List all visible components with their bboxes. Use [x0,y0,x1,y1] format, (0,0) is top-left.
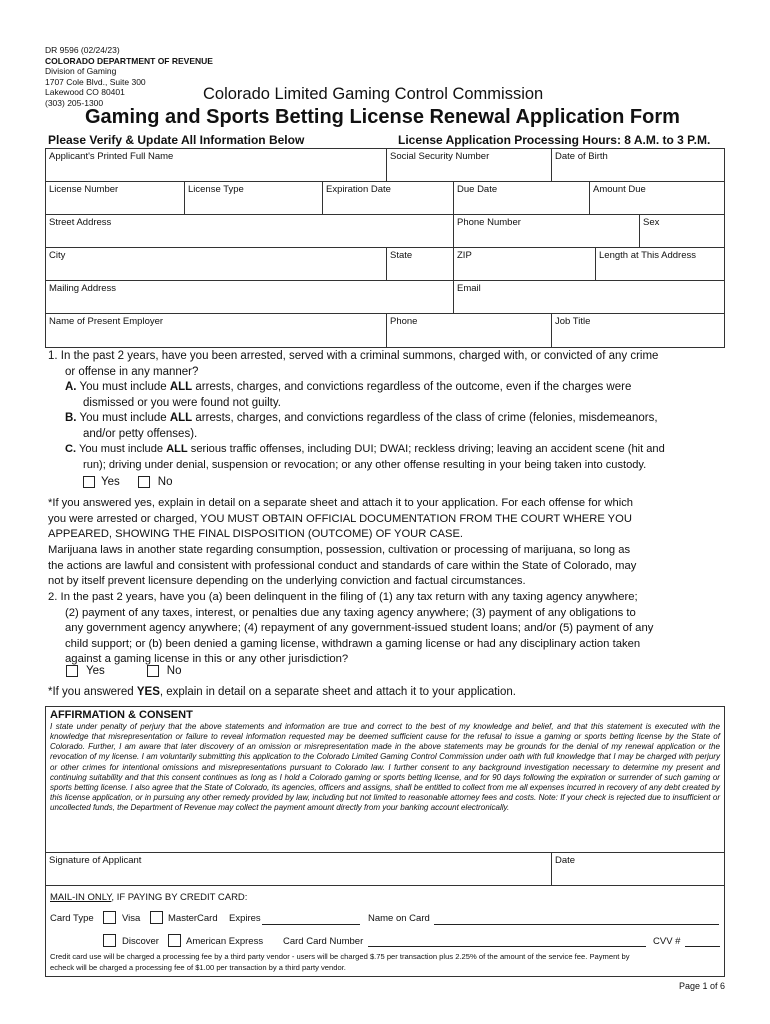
note-line: APPEARED, SHOWING THE FINAL DISPOSITION (OUTCOME) OF YOUR CASE. [48,528,464,540]
visa-label: Visa [122,913,141,924]
field-label: Phone Number [457,217,521,228]
note-line: you were arrested or charged, YOU MUST OBTAIN OFFICIAL DOCUMENTATION FROM THE COURT WHERE YOU [48,512,632,525]
affirmation-title: AFFIRMATION & CONSENT [50,709,193,721]
card-number-label: Card Card Number [283,936,364,947]
question-1b [48,411,728,427]
name-on-card-input[interactable] [434,924,719,925]
question-2-text-cont: child support; or (b) been denied a gaming license, withdrawn a gaming license or had any disciplinary action taken [65,637,641,650]
agency-name: COLORADO DEPARTMENT OF REVENUE [45,55,213,66]
question-1-answers [83,476,172,488]
field-label: Date [555,855,576,866]
ssn-field[interactable] [386,149,551,181]
mastercard-checkbox[interactable] [150,911,163,924]
mastercard-label: MasterCard [168,913,218,924]
yes-checkbox[interactable] [83,476,95,488]
item-text: arrests, charges, and convictions regardless of the class of crime (felonies, misdemeanors, [192,412,658,424]
field-label: Social Security Number [390,151,490,162]
affirmation-body: I state under penalty of perjury that the above statements and information are true and correct to the best of my knowledge and belief, and that this statement is executed with the knowledge that misrepresentation or failure to reveal information requested may be deemed sufficient cause for the refusal to issue a gaming or sports betting license by the State of Colorado. Further, I am aware that later discovery of an omission or misrepresentation made in the above statements may be grounds for the denial of my renewal application or the revocation of my license. I am voluntarily submitting this application to the Colorado Limited Gaming Control Commission under oath with full knowledge that I may be charged with perjury or other crimes for intentional omissions and misrepresentations pursuant to Colorado law. I further consent to any background investigation necessary to determine my present and continuing suitability and that this consent continues as long as I hold a Colorado gaming or sports betting license, and for 90 days following the expiration or surrender of such gaming or sports betting license. I also agree that the State of Colorado, its agencies, officers and assigns, shall be entitled to collect from me all expenses incurred in recovery of any debt created by this license application, or in pursuing any other remedy provided by law, including but not limited to reasonable attorney fees and costs. Note: If your check is rejected due to insufficient or uncollected funds, the Department of Revenue may collect the payment amount directly from your banking account electronically. [50,722,720,813]
card-type-label: Card Type [50,913,94,924]
item-emphasis: ALL [166,443,188,455]
field-label: License Type [188,184,244,195]
address-line-1: 1707 Cole Blvd., Suite 300 [45,76,146,87]
signature-row [45,852,725,886]
field-label: City [49,250,66,261]
question-2-note [48,686,516,698]
question-2-text-cont: (2) payment of any taxes, interest, or penalties due any taxing agency anywhere; (3) payment of any obligations to [65,606,636,619]
expiration-date-field[interactable] [322,182,453,214]
question-2-text-cont: any government agency anywhere; (4) repayment of any government-issued student loans; and/or (5) payment of any [65,622,654,634]
no-label: No [157,476,173,488]
email-field[interactable] [453,281,725,313]
field-label: Amount Due [593,184,646,195]
question-1-text: 1. In the past 2 years, have you been arrested, served with a criminal summons, charged with, or convicted of any crime [48,350,659,362]
mail-in-rest: , IF PAYING BY CREDIT CARD: [111,892,248,903]
signature-field[interactable] [46,853,551,885]
agency-header [45,45,213,108]
city-field[interactable] [46,248,386,280]
card-number-input[interactable] [368,946,646,947]
item-emphasis: ALL [169,381,193,393]
address-line-2: Lakewood CO 80401 [45,87,125,97]
job-title-field[interactable] [551,314,725,347]
grid-row [46,314,724,347]
field-label: Mailing Address [49,283,117,294]
field-label: Date of Birth [555,151,608,162]
affirmation-section [45,706,725,853]
page-number: Page 1 of 6 [678,981,725,991]
sex-field[interactable] [639,215,725,247]
grid-row [46,248,724,281]
question-1-note [48,496,733,543]
field-label: Job Title [555,316,591,327]
note-line: echeck will be charged a processing fee of $1.00 per transaction by a third party vendor. [50,962,346,972]
cvv-label: CVV # [653,936,681,947]
length-at-address-field[interactable] [595,248,725,280]
note-emphasis: YES [136,686,160,698]
no-checkbox[interactable] [147,665,159,677]
question-2 [48,590,733,668]
license-number-field[interactable] [46,182,184,214]
employer-phone-field[interactable] [386,314,551,347]
due-date-field[interactable] [453,182,589,214]
cvv-input[interactable] [685,946,720,947]
note-line: Marijuana laws in another state regarding consumption, possession, cultivation or processing of marijuana, so long as [48,544,631,556]
item-text: serious traffic offenses, including DUI; DWAI; reckless driving; leaving an accident scene (hit and [187,443,665,455]
state-field[interactable] [386,248,453,280]
expires-input[interactable] [262,924,360,925]
item-text: You must include [76,412,170,424]
question-2-answers [66,665,181,677]
name-on-card-label: Name on Card [368,913,430,924]
item-emphasis: ALL [169,412,193,424]
applicant-name-field[interactable] [46,149,386,181]
question-1a [48,380,728,396]
commission-name: Colorado Limited Gaming Control Commission [203,85,544,103]
yes-checkbox[interactable] [66,665,78,677]
grid-row [46,149,724,182]
division-name: Division of Gaming [45,66,117,76]
note-line: the actions are lawful and consistent with professional conduct and standards of care within the State of Colorado, may [48,559,637,572]
question-1 [48,349,728,473]
question-1c [48,442,728,458]
amex-label: American Express [186,936,264,947]
zip-field[interactable] [453,248,595,280]
discover-label: Discover [122,936,159,947]
item-text: You must include [76,443,167,455]
field-label: State [390,250,413,261]
mail-in-only-label: MAIL-IN ONLY [50,892,112,903]
field-label: Phone [390,316,418,327]
note-line: Credit card use will be charged a processing fee by a third party vendor - users will be charged $.75 per transaction plus 2.25% of the amount of the service fee. Payment by [50,952,630,961]
visa-checkbox[interactable] [103,911,116,924]
question-2-text-cont: against a gaming license in this or any other jurisdiction? [65,653,349,665]
note-line: *If you answered yes, explain in detail on a separate sheet and attach it to your application. For each offense for which [48,497,634,509]
yes-label: Yes [86,665,105,677]
applicant-info-grid [45,148,725,348]
amount-due-field[interactable] [589,182,725,214]
street-address-field[interactable] [46,215,453,247]
field-label: Name of Present Employer [49,316,164,327]
dob-field[interactable] [551,149,725,181]
question-1-text-cont: or offense in any manner? [65,365,199,378]
question-1b-cont: and/or petty offenses). [83,427,198,440]
mailing-address-field[interactable] [46,281,453,313]
credit-card-section [45,885,725,977]
note-line: not by itself prevent licensure depending on the underlying conviction and factual circumstances. [48,575,526,587]
no-label: No [166,665,182,677]
processing-hours: License Application Processing Hours: 8 A.M. to 3 P.M. [398,133,711,147]
item-letter: C. [65,443,77,455]
credit-card-fee-note [50,952,722,973]
grid-row [46,281,724,314]
field-label: License Number [49,184,119,195]
note-text: , explain in detail on a separate sheet and attach it to your application. [159,686,516,698]
field-label: Email [457,283,481,294]
date-field[interactable] [551,853,724,885]
expires-label: Expires [229,913,261,924]
yes-label: Yes [101,476,120,488]
item-letter: B. [65,412,77,424]
question-1a-cont: dismissed or you were found not guilty. [83,396,281,409]
question-2-text: 2. In the past 2 years, have you (a) been delinquent in the filing of (1) any tax return with any taxing agency anywhere; [48,591,638,603]
no-checkbox[interactable] [138,476,150,488]
grid-row [46,182,724,215]
note-text: *If you answered [48,686,137,698]
item-text: arrests, charges, and convictions regardless of the outcome, even if the charges were [192,381,632,393]
form-number: DR 9596 (02/24/23) [45,45,120,55]
phone-number-field[interactable] [453,215,639,247]
agency-phone: (303) 205-1300 [45,97,104,108]
field-label: Sex [643,217,660,228]
marijuana-note [48,543,733,590]
field-label: Applicant's Printed Full Name [49,151,174,162]
field-label: ZIP [457,250,472,261]
field-label: Length at This Address [599,250,696,261]
field-label: Due Date [457,184,498,195]
grid-row [46,215,724,248]
field-label: Street Address [49,217,112,228]
page-title: Gaming and Sports Betting License Renewal Application Form [85,106,680,128]
amex-checkbox[interactable] [168,934,181,947]
mail-in-heading [50,892,247,903]
field-label: Expiration Date [326,184,391,195]
license-type-field[interactable] [184,182,322,214]
field-label: Signature of Applicant [49,855,142,866]
employer-field[interactable] [46,314,386,347]
question-1c-cont: run); driving under denial, suspension or revocation; or any other offense resulting in your being taken into custody. [83,458,647,471]
discover-checkbox[interactable] [103,934,116,947]
item-text: You must include [76,381,170,393]
verify-instruction: Please Verify & Update All Information Below [48,133,305,147]
item-letter: A. [65,381,77,393]
